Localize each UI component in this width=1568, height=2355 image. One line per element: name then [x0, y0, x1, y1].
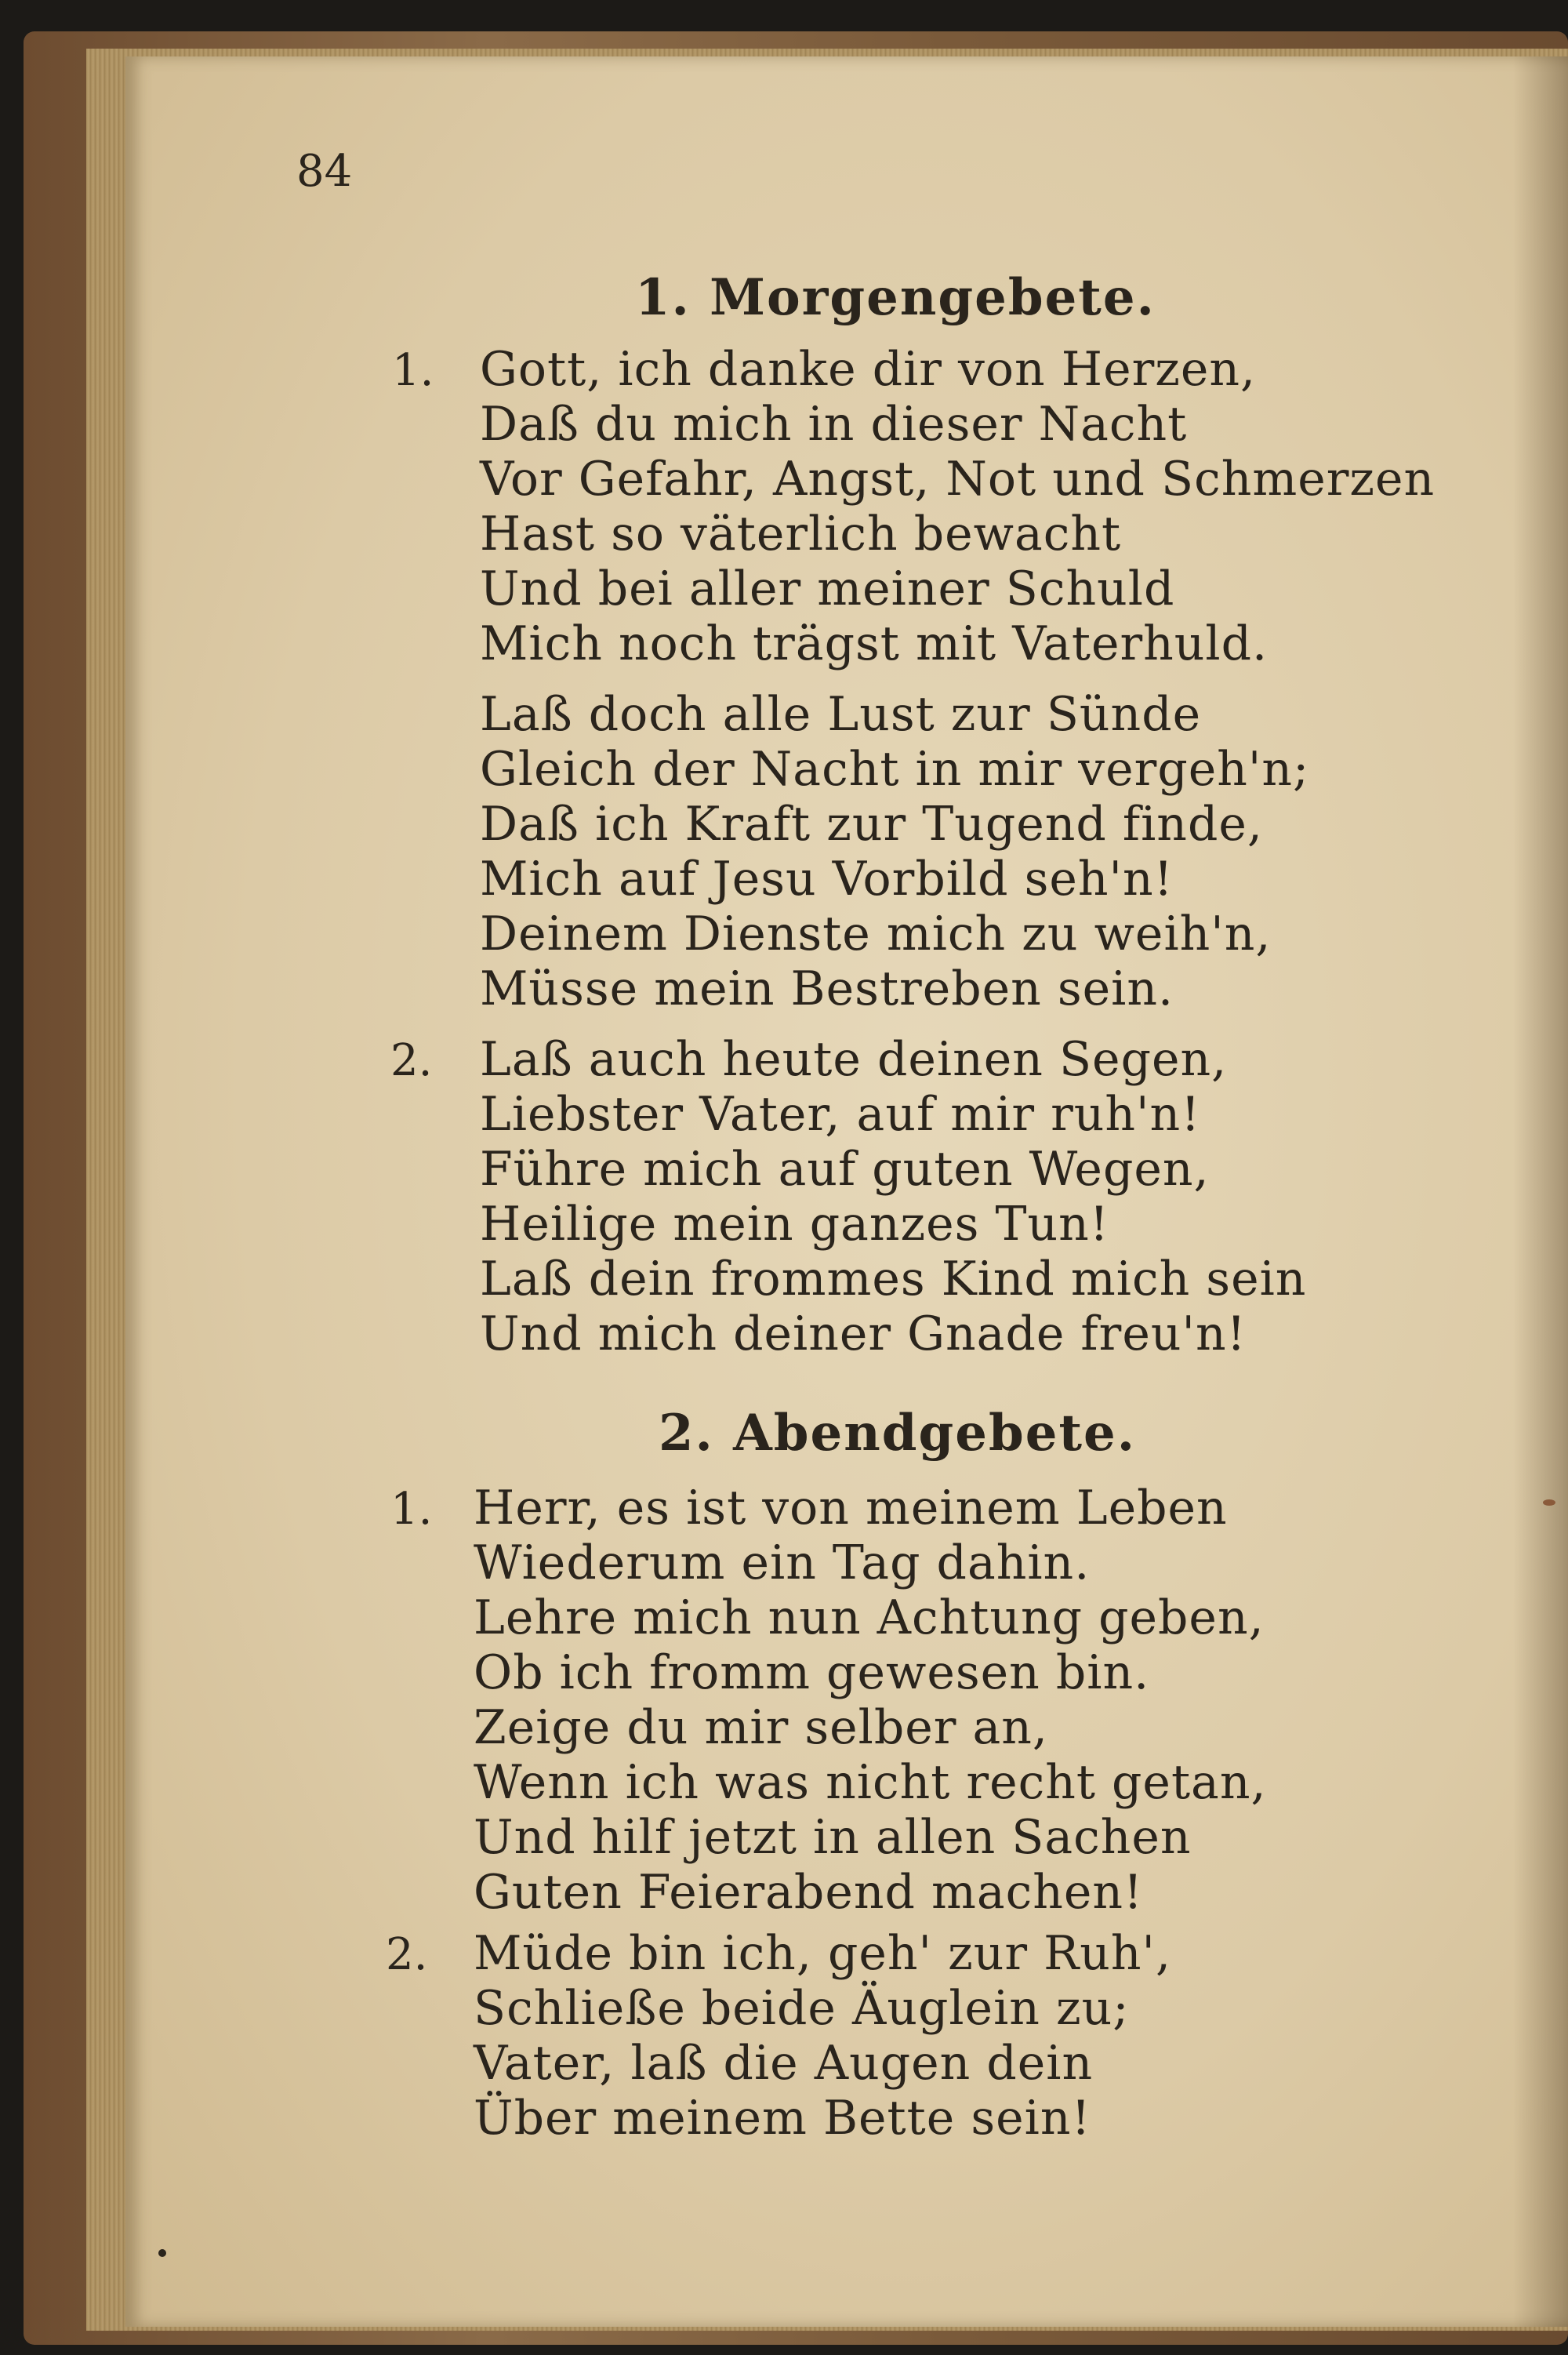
verse-line: Herr, es ist von meinem Leben [474, 1481, 1228, 1535]
verse-line: Und mich deiner Gnade freu'n! [480, 1307, 1247, 1361]
verse-line: Und bei aller meiner Schuld [480, 561, 1175, 616]
page-mark [1543, 1499, 1555, 1506]
verse-line: Vor Gefahr, Angst, Not und Schmerzen [480, 452, 1436, 507]
verse-line: Hast so väterlich bewacht [480, 507, 1122, 561]
verse-number: 2. [390, 1035, 433, 1086]
verse-line: Ob ich fromm gewesen bin. [474, 1645, 1150, 1700]
verse-number: 1. [392, 345, 434, 396]
verse-number: 2. [386, 1929, 428, 1980]
verse-line: Wenn ich was nicht recht getan, [474, 1755, 1267, 1810]
section-heading-evening-prayers: 2. Abendgebete. [659, 1404, 1136, 1463]
verse-line: Müsse mein Bestreben sein. [480, 961, 1174, 1016]
verse-line: Gott, ich danke dir von Herzen, [480, 342, 1257, 397]
verse-line: Wiederum ein Tag dahin. [474, 1535, 1091, 1590]
verse-line: Über meinem Bette sein! [474, 2091, 1091, 2146]
verse-line: Zeige du mir selber an, [474, 1700, 1048, 1755]
verse-line: Führe mich auf guten Wegen, [480, 1142, 1210, 1197]
verse-line: Mich noch trägst mit Vaterhuld. [480, 616, 1269, 671]
verse-line: Daß ich Kraft zur Tugend finde, [480, 797, 1263, 852]
verse-line: Schließe beide Äuglein zu; [474, 1981, 1130, 2036]
verse-line: Vater, laß die Augen dein [474, 2036, 1094, 2091]
ink-speck [158, 2249, 166, 2257]
page-number: 84 [296, 146, 353, 197]
verse-line: Laß dein frommes Kind mich sein [480, 1252, 1307, 1307]
verse-number: 1. [390, 1484, 433, 1535]
verse-line: Guten Feierabend machen! [474, 1865, 1144, 1920]
verse-line: Gleich der Nacht in mir vergeh'n; [480, 742, 1310, 797]
verse-line: Und hilf jetzt in allen Sachen [474, 1810, 1192, 1865]
section-heading-morning-prayers: 1. Morgengebete. [635, 268, 1156, 327]
verse-line: Mich auf Jesu Vorbild seh'n! [480, 852, 1174, 907]
verse-line: Laß doch alle Lust zur Sünde [480, 687, 1202, 742]
verse-line: Laß auch heute deinen Segen, [480, 1032, 1228, 1087]
verse-line: Daß du mich in dieser Nacht [480, 397, 1188, 452]
verse-line: Deinem Dienste mich zu weih'n, [480, 907, 1272, 961]
verse-line: Liebster Vater, auf mir ruh'n! [480, 1087, 1201, 1142]
verse-line: Heilige mein ganzes Tun! [480, 1197, 1109, 1252]
page-gutter-shadow [1513, 56, 1568, 2327]
verse-line: Lehre mich nun Achtung geben, [474, 1590, 1265, 1645]
verse-line: Müde bin ich, geh' zur Ruh', [474, 1926, 1172, 1981]
